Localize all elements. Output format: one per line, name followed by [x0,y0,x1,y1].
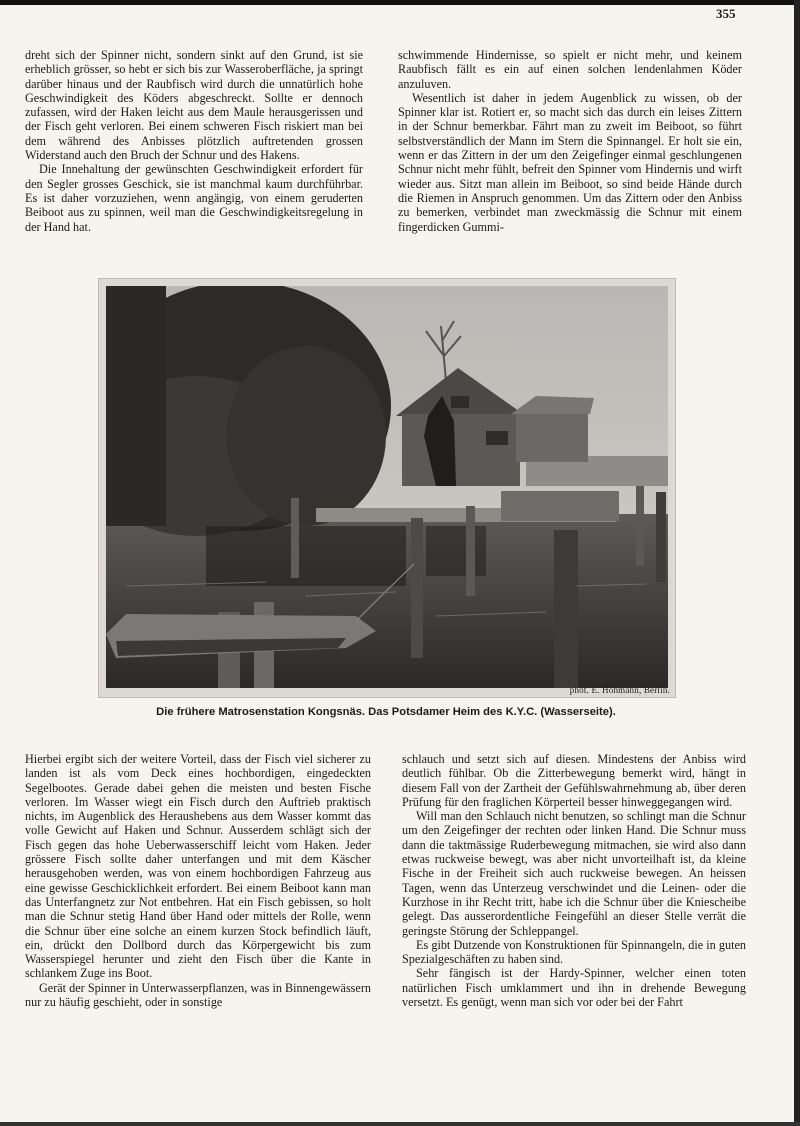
column-top-right [398,48,742,234]
photo-credit: phot. E. Hohmann, Berlin. [569,685,670,695]
photo-boathouse [106,286,668,688]
scan-border-top [0,0,800,5]
paragraph: Hierbei ergibt sich der weitere Vorteil, dass der Fisch viel sicherer zu landen ist als vom Deck eines hochbordigen, eingedeckten Segelbootes. Gerade dabei gehen die meisten und besten Fische verloren. Im Wasser wiegt ein Fisch durch den Auftrieb praktisch nichts, im Augenblick des Heraushebens aus dem Wasser kommt das volle Gewicht auf Haken und Schnur. Ausserdem schlägt sich der Fisch gegen das hohe Ueberwasserschiff leicht vom Haken. Jeder grössere Fisch sollte daher unterfangen und mit dem Käscher herausgehoben werden, was von einem hochbordigen Fahrzeug aus eine gewisse Geschicklichkeit erfordert. Bei einem Beiboot kann man das Unterfangnetz zur Not entbehren. Hat ein Fisch gebissen, so holt man die Schnur stetig Hand über Hand oder mittels der Rolle, wenn die Schnur über eine solche an einem kurzen Stock befindlich läuft, ein, drückt den Dollbord durch das Körpergewicht bis zum Wasserspiegel herunter und zieht den Fisch über die Kante in schlankem Zuge ins Boot. [25,752,371,981]
column-bottom-left [25,752,371,1009]
paragraph: dreht sich der Spinner nicht, sondern sinkt auf den Grund, ist sie erheblich grösser, so hebt er sich bis zur Wasseroberfläche, ja springt darüber hinaus und der Raubfisch wird durch die unnatürlich hohe Geschwindigkeit des Köders abgeschreckt. Sollte er dennoch zufassen, wird der Haken leicht aus dem Maule herausgerissen und der Fisch geht verloren. Bei einem schweren Fisch riskiert man bei dem während des Anbisses plötzlich auftretenden grossen Widerstand auch den Bruch der Schnur und des Hakens. [25,48,363,163]
photo-illustration [106,286,668,688]
paragraph: Sehr fängisch ist der Hardy-Spinner, welcher einen toten natürlichen Fisch umklammert und ihn in drehende Bewegung versetzt. Es genügt, wenn man sich vor oder bei der Fahrt [402,966,746,1010]
paragraph: schwimmende Hindernisse, so spielt er nicht mehr, und keinem Raubfisch fällt es ein auf einen solchen lendenlahmen Köder anzuluven. [398,48,742,91]
column-bottom-right [402,752,746,1009]
paragraph: Die Innehaltung der gewünschten Geschwindigkeit erfordert für den Segler grosses Geschick, sie ist manchmal kaum durchführbar. Es ist daher vorzuziehen, wenn angängig, von einem geruderten Beiboot aus zu spinnen, weil man die Geschwindigkeitsregelung in der Hand hat. [25,162,363,234]
scan-border-bottom [0,1122,800,1126]
paragraph: Will man den Schlauch nicht benutzen, so schlingt man die Schnur um den Zeigefinger der rechten oder linken Hand. Die Schnur muss dann die taktmässige Ruderbewegung mitmachen, sie wird also dann etwas ruckweise bewegt, was aber nicht unvorteilhaft ist, da kleine Fische in der Freiheit sich auch ruckweise bewegen. An heissen Tagen, wenn das Unterzeug verschwindet und die Leinen- oder die Kurzhose in ihr Recht tritt, habe ich die Schnur über die Kniescheibe gelegt. Das ausserordentliche Feingefühl an dieser Stelle verrät die geringste Störung der Schleppangel. [402,809,746,938]
scan-border-right [794,0,800,1126]
column-top-left [25,48,363,234]
page-number: 355 [716,6,736,21]
paragraph: Es gibt Dutzende von Konstruktionen für Spinnangeln, die in guten Spezialgeschäften zu haben sind. [402,937,746,967]
paragraph: schlauch und setzt sich auf diesen. Mindestens der Anbiss wird deutlich fühlbar. Ob die Zitterbewegung bemerkt wird, hängt in diesem Fall von der Zartheit der Gefühlswahrnehmung ab, über deren Prüfung für den fraglichen Körperteil besser hinweggegangen wird. [402,752,746,809]
paragraph: Wesentlich ist daher in jedem Augenblick zu wissen, ob der Spinner klar ist. Rotiert er, so macht sich das durch ein leises Zittern in der Schnur bemerkbar. Fährt man zu zweit im Beiboot, so führt selbstverständlich der Mann im Stern die Spinnangel. Er holt sie ein, wenn er das Zittern in der um den Zeigefinger einmal geschlungenen Schnur nicht mehr fühlt, befreit den Spinner vom Hindernis und wirft wieder aus. Sitzt man allein im Beiboot, so sind beide Hände durch die Riemen in Anspruch genommen. Um das Zittern oder den Anbiss zu bemerken, verbindet man zweckmässig die Schnur mit einem fingerdicken Gummi- [398,90,742,234]
photo-caption: Die frühere Matrosenstation Kongsnäs. Das Potsdamer Heim des K.Y.C. (Wasserseite). [156,706,616,718]
photo-frame [98,278,676,698]
paragraph: Gerät der Spinner in Unterwasserpflanzen, was in Binnengewässern nur zu häufig geschieht, oder in sonstige [25,980,371,1010]
